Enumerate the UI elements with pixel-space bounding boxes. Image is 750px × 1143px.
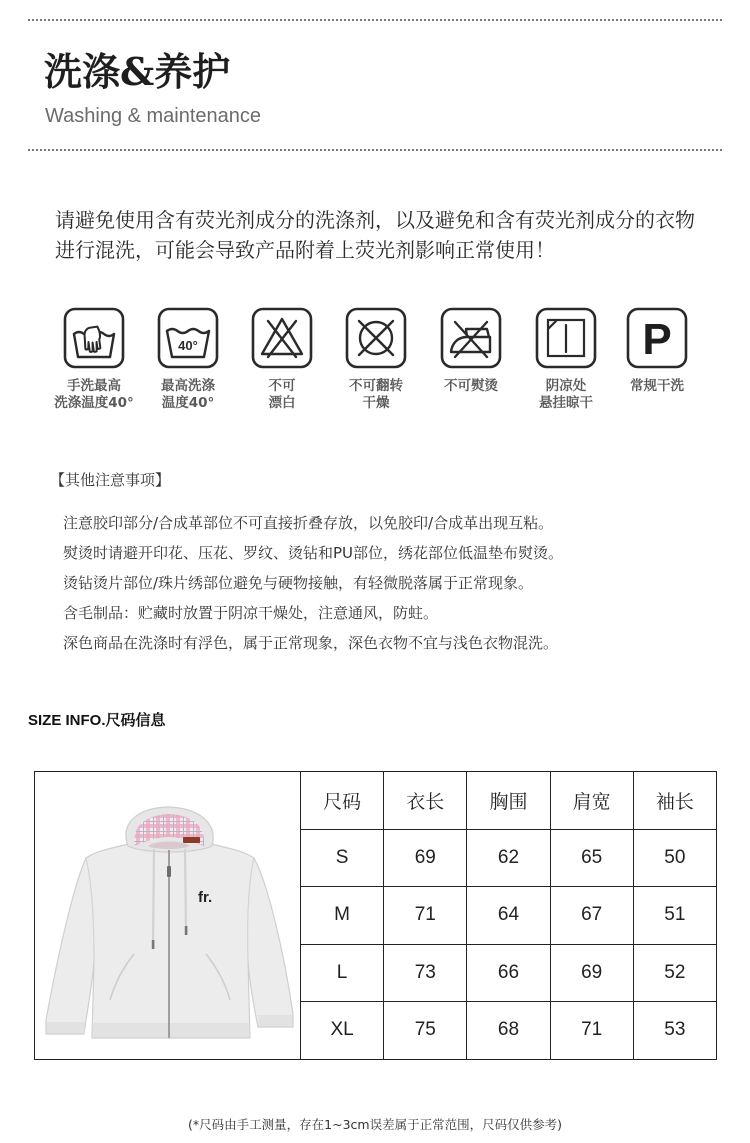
chest-cell: 66 bbox=[467, 944, 550, 1002]
size-label-cell: M bbox=[301, 887, 384, 945]
intro-text bbox=[55, 205, 695, 265]
note-item: 熨烫时请避开印花、压花、罗纹、烫钻和PU部位，绣花部位低温垫布熨烫。 bbox=[63, 544, 564, 562]
care-label-line: 洗涤温度40° bbox=[54, 395, 134, 411]
intro-line: 请避免使用含有荧光剂成分的洗涤剂，以及避免和含有荧光剂成分的衣物 bbox=[55, 208, 695, 232]
care-label-line: 悬挂晾干 bbox=[539, 395, 593, 411]
care-label bbox=[607, 378, 707, 395]
chest-cell: 68 bbox=[467, 1002, 550, 1060]
zipper-pull bbox=[167, 866, 171, 877]
care-item-line-dry-shade bbox=[516, 307, 616, 412]
length-cell: 75 bbox=[384, 1002, 467, 1060]
care-item-wash-40 bbox=[138, 307, 238, 412]
section-title: 洗涤&养护 bbox=[44, 49, 231, 94]
care-label bbox=[421, 378, 521, 395]
hand-wash-icon bbox=[63, 307, 125, 369]
drawstring-tip bbox=[184, 926, 187, 935]
care-label bbox=[44, 378, 144, 412]
care-label bbox=[326, 378, 426, 412]
no-iron-icon bbox=[440, 307, 502, 369]
sleeve-cell: 53 bbox=[633, 1002, 716, 1060]
column-header-shoulder: 肩宽 bbox=[550, 772, 633, 830]
notes-list bbox=[63, 508, 563, 658]
care-label-line: 漂白 bbox=[268, 395, 296, 411]
wash-40-icon bbox=[157, 307, 219, 369]
size-label-cell: S bbox=[301, 829, 384, 887]
cross-mark bbox=[359, 321, 393, 355]
care-label-line: 干燥 bbox=[362, 395, 390, 411]
hand bbox=[83, 326, 103, 353]
chest-cell: 62 bbox=[467, 829, 550, 887]
care-label bbox=[516, 378, 616, 412]
shoulder-cell: 69 bbox=[550, 944, 633, 1002]
care-item-no-tumble-dry bbox=[326, 307, 426, 412]
no-tumble-dry-icon bbox=[345, 307, 407, 369]
note-item: 注意胶印部分/合成革部位不可直接折叠存放，以免胶印/合成革出现互粘。 bbox=[63, 514, 554, 532]
intro-line: 进行混洗，可能会导致产品附着上荧光剂影响正常使用！ bbox=[55, 238, 555, 262]
care-item-no-bleach bbox=[232, 307, 332, 412]
length-cell: 69 bbox=[384, 829, 467, 887]
care-label-line: 最高洗涤 bbox=[161, 378, 215, 394]
care-item-hand-wash bbox=[44, 307, 144, 412]
cross-mark bbox=[268, 321, 296, 357]
bleach-triangle bbox=[262, 319, 302, 354]
line-dry-in-shade-icon bbox=[535, 307, 597, 369]
drawstring-tip bbox=[151, 940, 154, 949]
right-cuff bbox=[258, 1015, 292, 1026]
column-header-length: 衣长 bbox=[384, 772, 467, 830]
size-footnote: (*尺码由手工测量，存在1~3cm误差属于正常范围，尺码仅供参考) bbox=[188, 1117, 562, 1132]
water-line bbox=[167, 329, 209, 333]
chest-cell: 64 bbox=[467, 887, 550, 945]
size-info-heading: SIZE INFO.尺码信息 bbox=[28, 712, 166, 729]
wash-temperature-text: 40° bbox=[178, 338, 198, 353]
care-label-line: 手洗最高 bbox=[67, 378, 121, 394]
care-label-line: 不可翻转 bbox=[349, 378, 403, 394]
sleeve-cell: 51 bbox=[633, 887, 716, 945]
size-table bbox=[34, 771, 717, 1060]
dry-clean-letter: P bbox=[642, 315, 672, 364]
hoodie-image bbox=[36, 774, 300, 1056]
title-divider bbox=[28, 149, 722, 151]
top-divider bbox=[28, 19, 722, 21]
shoulder-cell: 71 bbox=[550, 1002, 633, 1060]
brand-tag bbox=[183, 837, 200, 843]
right-drawstring bbox=[185, 850, 186, 932]
product-image-cell bbox=[35, 772, 301, 1060]
dry-clean-icon bbox=[626, 307, 688, 369]
column-header-size: 尺码 bbox=[301, 772, 384, 830]
care-label bbox=[232, 378, 332, 412]
note-item: 含毛制品：贮藏时放置于阴凉干燥处，注意通风，防蛀。 bbox=[63, 604, 439, 622]
section-subtitle: Washing & maintenance bbox=[45, 105, 262, 127]
care-label-line: 不可熨烫 bbox=[444, 378, 498, 394]
care-label-line: 阴凉处 bbox=[545, 378, 587, 394]
left-cuff bbox=[46, 1022, 84, 1033]
sleeve-cell: 50 bbox=[633, 829, 716, 887]
size-label-cell: L bbox=[301, 944, 384, 1002]
care-item-dry-clean bbox=[607, 307, 707, 395]
left-drawstring bbox=[153, 850, 154, 946]
note-item: 深色商品在洗涤时有浮色，属于正常现象，深色衣物不宜与浅色衣物混洗。 bbox=[63, 634, 559, 652]
chest-logo: fr. bbox=[197, 889, 212, 907]
care-item-no-iron bbox=[421, 307, 521, 395]
care-label bbox=[138, 378, 238, 412]
hem-band bbox=[92, 1023, 249, 1037]
length-cell: 73 bbox=[384, 944, 467, 1002]
care-label-line: 温度40° bbox=[161, 395, 215, 411]
size-label-cell: XL bbox=[301, 1002, 384, 1060]
length-cell: 71 bbox=[384, 887, 467, 945]
care-label-line: 不可 bbox=[268, 378, 296, 394]
note-item: 烫钻烫片部位/珠片绣部位避免与硬物接触，有轻微脱落属于正常现象。 bbox=[63, 574, 534, 592]
shade-mark bbox=[548, 320, 557, 329]
care-symbols bbox=[0, 307, 750, 419]
table-header-row bbox=[35, 772, 717, 830]
column-header-sleeve: 袖长 bbox=[633, 772, 716, 830]
no-bleach-icon bbox=[251, 307, 313, 369]
care-label-line: 常规干洗 bbox=[630, 378, 684, 394]
notes-heading: 【其他注意事项】 bbox=[50, 471, 171, 489]
column-header-chest: 胸围 bbox=[467, 772, 550, 830]
sleeve-cell: 52 bbox=[633, 944, 716, 1002]
shoulder-cell: 67 bbox=[550, 887, 633, 945]
shoulder-cell: 65 bbox=[550, 829, 633, 887]
